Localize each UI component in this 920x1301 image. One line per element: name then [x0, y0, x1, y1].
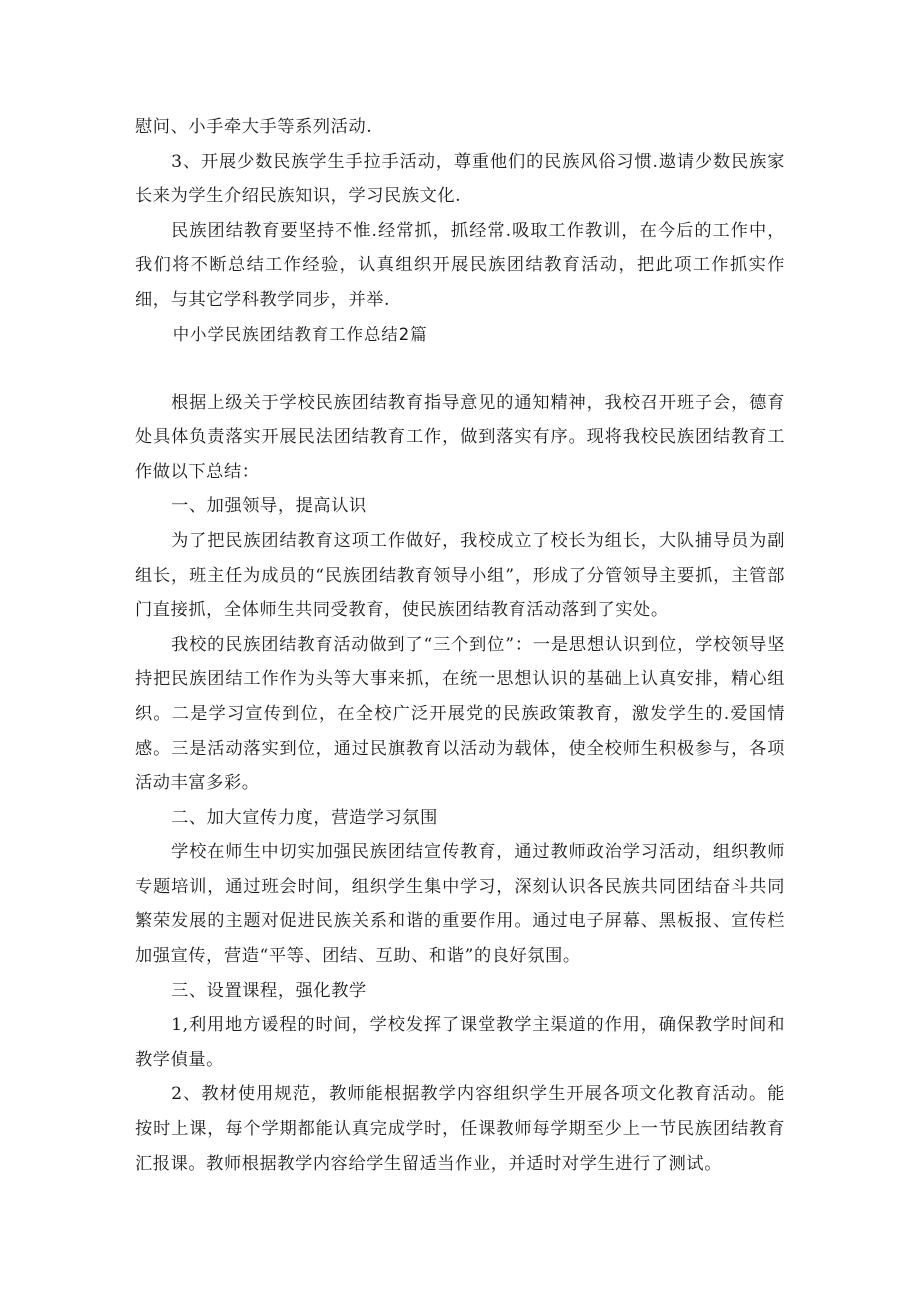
spacer [135, 352, 785, 386]
paragraph-courses-2: 2、教材使用规范，教师能根据教学内容组织学生开展各项文化教育活动。能按时上课，每个学期都能认真完成学时，任课教师每学期至少上一节民族团结教育汇报课。教师根据教学内容给学生留适当作业，并适时对学生进行了测试。 [135, 1084, 785, 1174]
paragraph-continuation: 慰问、小手牵大手等系列活动. [135, 117, 373, 137]
paragraph-leadership-group: 为了把民族团结教育这项工作做好，我校成立了校长为组长，大队捕导员为副组长，班主任为成员的“民族团结教育领导小组”，形成了分管领导主要抓，主管部门直接抓，全体师生共同受教育，使民族团结教育活动落到了实处。 [135, 530, 785, 621]
paragraph-intro: 根据上级关于学校民族团结教育指导意见的通知精神，我校召开班子会，德育处具体负责落实开展民法团结教育工作，做到落实有序。现将我校民族团结教育工作做以下总结： [135, 392, 785, 482]
document-page [135, 110, 785, 1181]
heading-leadership: 一、加强领导，提高认识 [171, 496, 367, 517]
paragraph-three-in-place: 我校的民族团结教育活动做到了“三个到位”：一是思想认识到位，学校领导坚持把民族团结工作作为头等大事来抓，在统一思想认识的基础上认真安排，精心组织。二是学习宣传到位，在全校广泛开展党的民族政策教育，激发学生的.爱国情感。三是活动落实到位，通过民旗教育以活动为载体，使全校师生积极参与，各项活动丰富多彩。 [135, 634, 785, 794]
paragraph-publicity: 学校在师生中切实加强民族团结宣传教育，通过教师政治学习活动，组织教师专题培训，通过班会时间，组织学生集中学习，深刻认识各民族共同团结奋斗共同繁荣发展的主题对促进民族关系和谐的重要作用。通过电子屏幕、黑板报、宣传栏加强宣传，营造“平等、团结、互助、和谐”的良好氛围。 [135, 842, 785, 967]
heading-courses: 三、设置课程，强化教学 [171, 980, 367, 1001]
section-title: 中小学民族团结教育工作总结2篇 [172, 324, 428, 344]
paragraph-courses-1: 1,利用地方谖程的时间，学校发挥了课堂教学主渠道的作用，确保教学时间和教学偵量。 [135, 1015, 785, 1070]
heading-publicity: 二、加大宣传力度，营造学习氛围 [171, 807, 438, 828]
paragraph-item-3: 3、开展少数民族学生手拉手活动，尊重他们的民族风俗习惯.遨请少数民族家长来为学生介绍民族知识，学习民族文化. [135, 151, 785, 207]
paragraph-conclusion: 民族团结教育要坚持不惟.经常抓，抓经常.吸取工作教训，在今后的工作中，我们将不断总结工作经验，认真组织开展民族团结教育活动，把此项工作抓实作细，与其它学科教学同步，并举. [135, 220, 785, 310]
